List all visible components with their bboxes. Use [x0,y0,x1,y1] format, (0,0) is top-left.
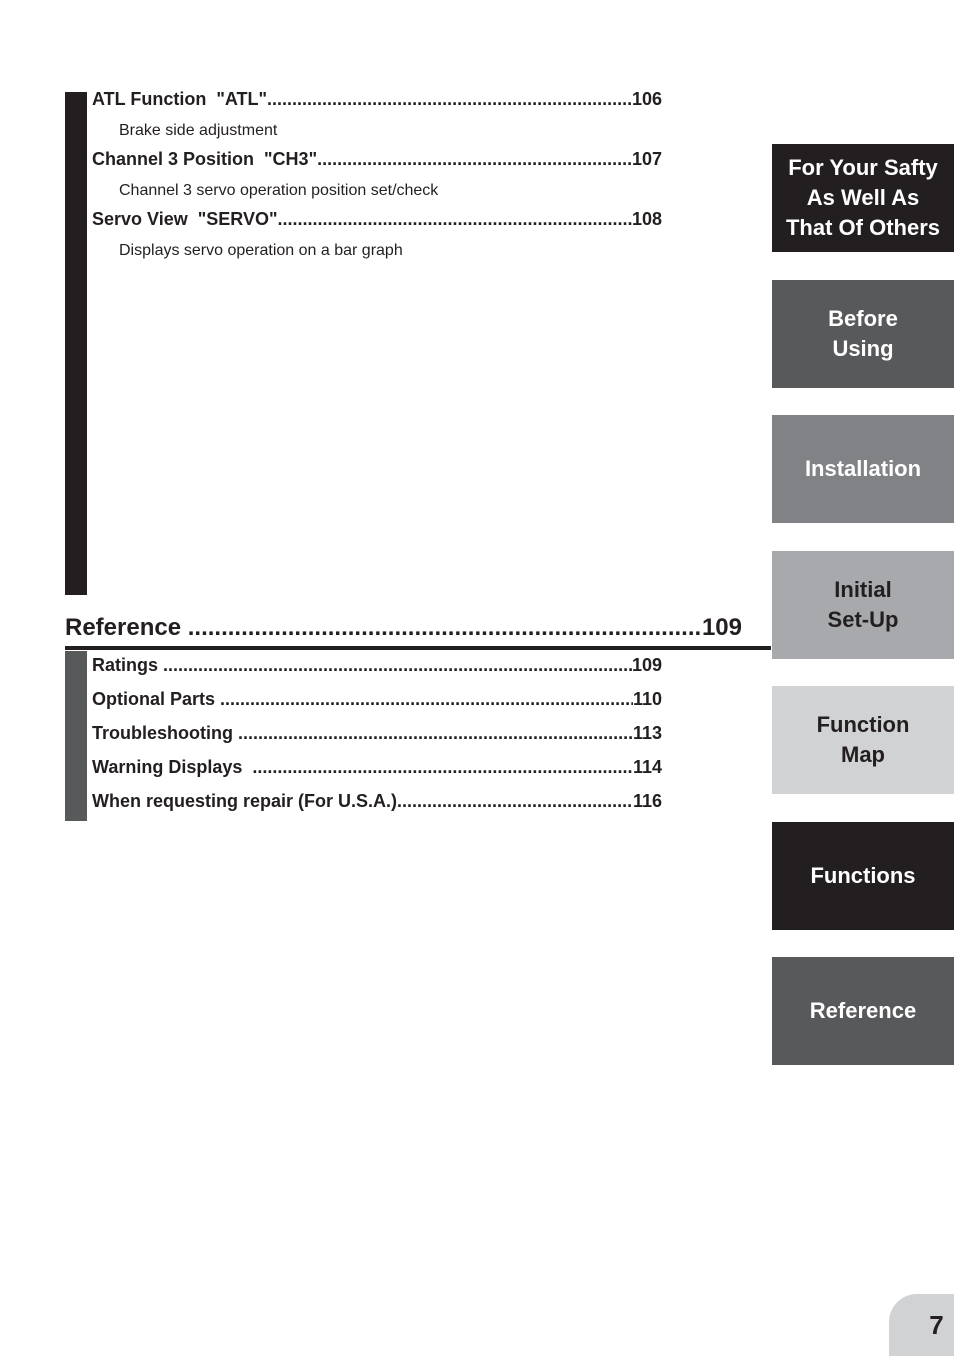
toc-leader-dots [188,614,702,642]
toc-entry-page: 109 [631,655,662,675]
side-tab-initial-setup[interactable] [772,551,954,659]
toc-entry-page: 106 [631,89,662,109]
toc-entry-page: 114 [632,757,662,777]
side-tab-label-line: Before [828,306,898,331]
side-tab-label-line: Functions [810,863,916,888]
toc-entry-title: When requesting repair (For U.S.A.) [92,791,398,811]
toc-entry-troubleshooting[interactable] [92,723,662,747]
toc-entry-title: Channel 3 Position "CH3" [92,149,318,169]
side-tab-label-line: Reference [809,998,917,1023]
toc-entry-description: Brake side adjustment [119,122,278,139]
side-tab-label-line: As Well As [806,185,920,210]
reference-heading[interactable] [65,614,742,646]
toc-entry-warning-displays[interactable] [92,757,662,781]
toc-leader-dots [220,689,633,710]
toc-entry-title: Ratings [92,655,164,675]
toc-leader-dots [252,757,633,778]
toc-entry-title: Warning Displays [92,757,253,777]
toc-entry-page: 108 [631,209,662,229]
side-tab-label-line: Map [841,742,885,767]
side-tab-function-map[interactable] [772,686,954,794]
toc-entry-title: Optional Parts [92,689,221,709]
side-tab-label-line: Function [816,712,910,737]
reference-heading-rule [65,646,771,650]
reference-heading-page: 109 [701,614,742,641]
toc-entry-page: 110 [632,689,662,709]
page-number: 7 [889,1294,954,1356]
toc-entry-servo[interactable] [92,209,662,233]
side-tab-functions[interactable] [772,822,954,930]
side-tab-before-using[interactable] [772,280,954,388]
toc-leader-dots [317,149,632,170]
section-bar-functions [65,92,87,595]
side-tab-installation[interactable] [772,415,954,523]
toc-entry-atl[interactable] [92,89,662,113]
reference-heading-title: Reference [65,614,188,641]
section-bar-reference [65,651,87,821]
toc-entry-repair-request[interactable] [92,791,662,815]
side-tab-label-line: Initial [834,577,892,602]
toc-entry-description: Channel 3 servo operation position set/check [119,182,439,199]
side-tab-label-line: Installation [804,456,922,481]
toc-entry-description: Displays servo operation on a bar graph [119,242,403,259]
toc-leader-dots [397,791,633,812]
toc-entry-title: Servo View "SERVO" [92,209,278,229]
toc-entry-optional-parts[interactable] [92,689,662,713]
toc-entry-page: 113 [632,723,662,743]
side-tab-label-line: That Of Others [785,215,940,240]
side-tab-label-line: Using [832,336,894,361]
side-tab-reference[interactable] [772,957,954,1065]
toc-leader-dots [238,723,633,744]
toc-entry-title: ATL Function "ATL" [92,89,268,109]
toc-entry-title: Troubleshooting [92,723,238,743]
toc-entry-page: 107 [631,149,662,169]
toc-leader-dots [163,655,632,676]
toc-entry-ch3[interactable] [92,149,662,173]
toc-entry-page: 116 [632,791,662,811]
side-tab-label-line: Set-Up [827,607,899,632]
side-tab-label-line: For Your Safty [788,155,938,180]
toc-leader-dots [277,209,631,230]
toc-entry-ratings[interactable] [92,655,662,679]
side-tab-safety[interactable] [772,144,954,252]
toc-leader-dots [267,89,632,110]
